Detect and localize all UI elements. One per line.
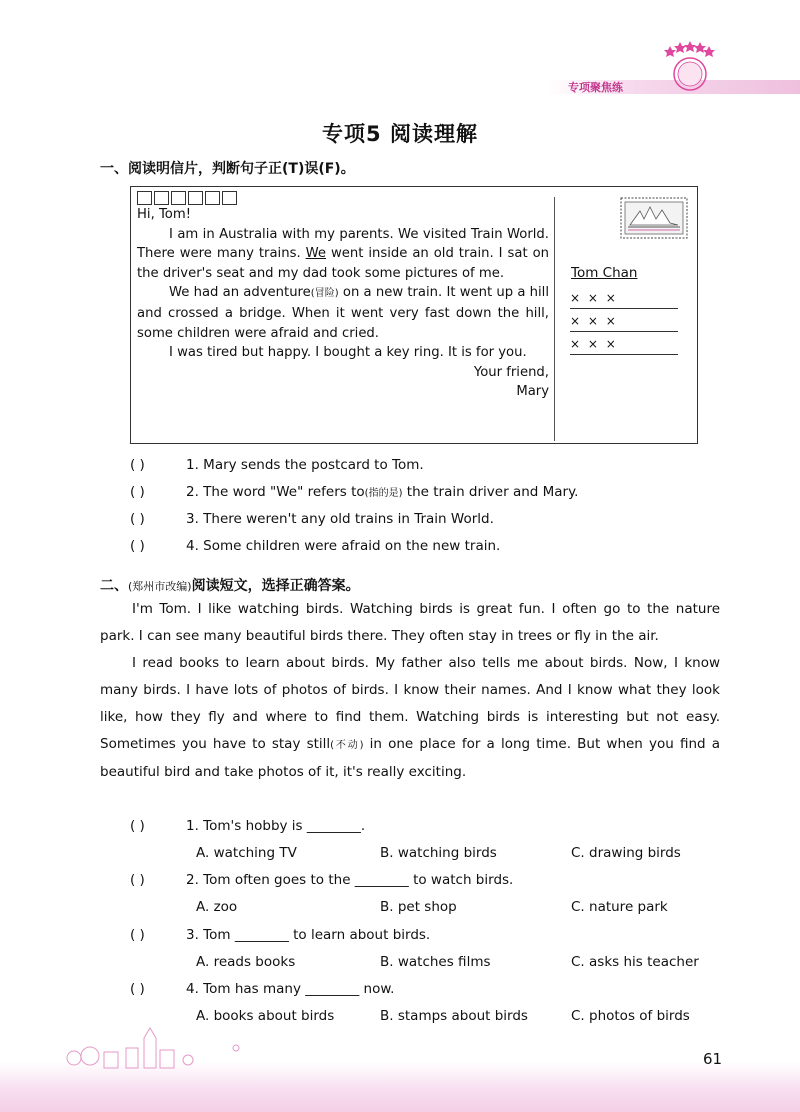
header-label: 专项聚焦练	[568, 81, 623, 94]
section1-heading: 一、阅读明信片，判断句子正(T)误(F)。	[100, 161, 355, 177]
letter-closing: Your friend,	[473, 364, 549, 380]
page-title: 专项5 阅读理解	[322, 122, 478, 146]
underlined-we: We	[305, 246, 326, 262]
option-2b[interactable]: B. pet shop	[380, 899, 457, 915]
option-3c[interactable]: C. asks his teacher	[571, 954, 699, 970]
s1-question-1: ( ) 1. Mary sends the postcard to Tom.	[130, 457, 424, 473]
address-line-1: × × ×	[570, 291, 678, 309]
answer-blank[interactable]: ( )	[130, 872, 145, 888]
recipient-name: Tom Chan	[571, 265, 638, 281]
postcard-letter	[137, 205, 549, 402]
logo-icon	[660, 38, 716, 94]
option-1c[interactable]: C. drawing birds	[571, 845, 681, 861]
option-3a[interactable]: A. reads books	[196, 954, 296, 970]
stamp-icon	[620, 197, 688, 239]
answer-blank[interactable]: ( )	[130, 927, 145, 943]
option-1b[interactable]: B. watching birds	[380, 845, 497, 861]
letter-greeting: Hi, Tom!	[137, 207, 191, 222]
answer-blank[interactable]: ( )	[130, 484, 145, 500]
letter-paragraph-3: I was tired but happy. I bought a key ring. It is for you.	[169, 345, 527, 361]
postcode-boxes	[137, 191, 239, 205]
answer-blank[interactable]: ( )	[130, 818, 145, 834]
answer-blank[interactable]: ( )	[130, 538, 145, 554]
answer-blank[interactable]: ( )	[130, 457, 145, 473]
option-2a[interactable]: A. zoo	[196, 899, 238, 915]
option-4c[interactable]: C. photos of birds	[571, 1008, 690, 1024]
answer-blank[interactable]: ( )	[130, 981, 145, 997]
reading-passage	[100, 596, 720, 786]
s2-question-1: ( ) 1. Tom's hobby is ________.	[130, 818, 366, 834]
s2-question-2: ( ) 2. Tom often goes to the ________ to watch birds.	[130, 872, 514, 888]
answer-blank[interactable]: ( )	[130, 511, 145, 527]
letter-paragraph-2: We had an adventure(冒险) on a new train. It went up a hill and crossed a bridge. When it went very fast down the hill, some children were afraid and cried.	[137, 285, 549, 341]
letter-signature: Mary	[516, 384, 549, 400]
passage-paragraph-2: I read books to learn about birds. My father also tells me about birds. Now, I know many birds. I have lots of photos of birds. I know their names. And I know what they look like, how they fly and where to find them. Watching birds is interesting but not easy. Sometimes you have to stay still(不动) in one place for a long time. But when you find a beautiful bird and take photos of it, it's really exciting.	[100, 655, 720, 780]
option-4b[interactable]: B. stamps about birds	[380, 1008, 528, 1024]
s1-question-3: ( ) 3. There weren't any old trains in Train World.	[130, 511, 494, 527]
page-number: 61	[703, 1050, 723, 1068]
s2-question-3: ( ) 3. Tom ________ to learn about birds.	[130, 927, 431, 943]
passage-paragraph-1: I'm Tom. I like watching birds. Watching birds is great fun. I often go to the nature park. I can see many beautiful birds there. They often stay in trees or fly in the air.	[100, 601, 720, 644]
address-line-3: × × ×	[570, 337, 678, 355]
s1-question-4: ( ) 4. Some children were afraid on the new train.	[130, 538, 501, 554]
castle-decoration-icon	[60, 1022, 250, 1072]
option-4a[interactable]: A. books about birds	[196, 1008, 335, 1024]
address-line-2: × × ×	[570, 314, 678, 332]
postcard-divider	[554, 197, 555, 441]
s1-question-2: ( ) 2. The word "We" refers to(指的是) the train driver and Mary.	[130, 484, 579, 500]
section2-heading: 二、(郑州市改编)阅读短文，选择正确答案。	[100, 578, 360, 594]
option-1a[interactable]: A. watching TV	[196, 845, 297, 861]
option-2c[interactable]: C. nature park	[571, 899, 668, 915]
letter-paragraph-1: I am in Australia with my parents. We visited Train World. There were many trains. We went inside an old train. I sat on the driver's seat and my dad took some pictures of me.	[137, 226, 549, 281]
option-3b[interactable]: B. watches films	[380, 954, 491, 970]
s2-question-4: ( ) 4. Tom has many ________ now.	[130, 981, 395, 997]
